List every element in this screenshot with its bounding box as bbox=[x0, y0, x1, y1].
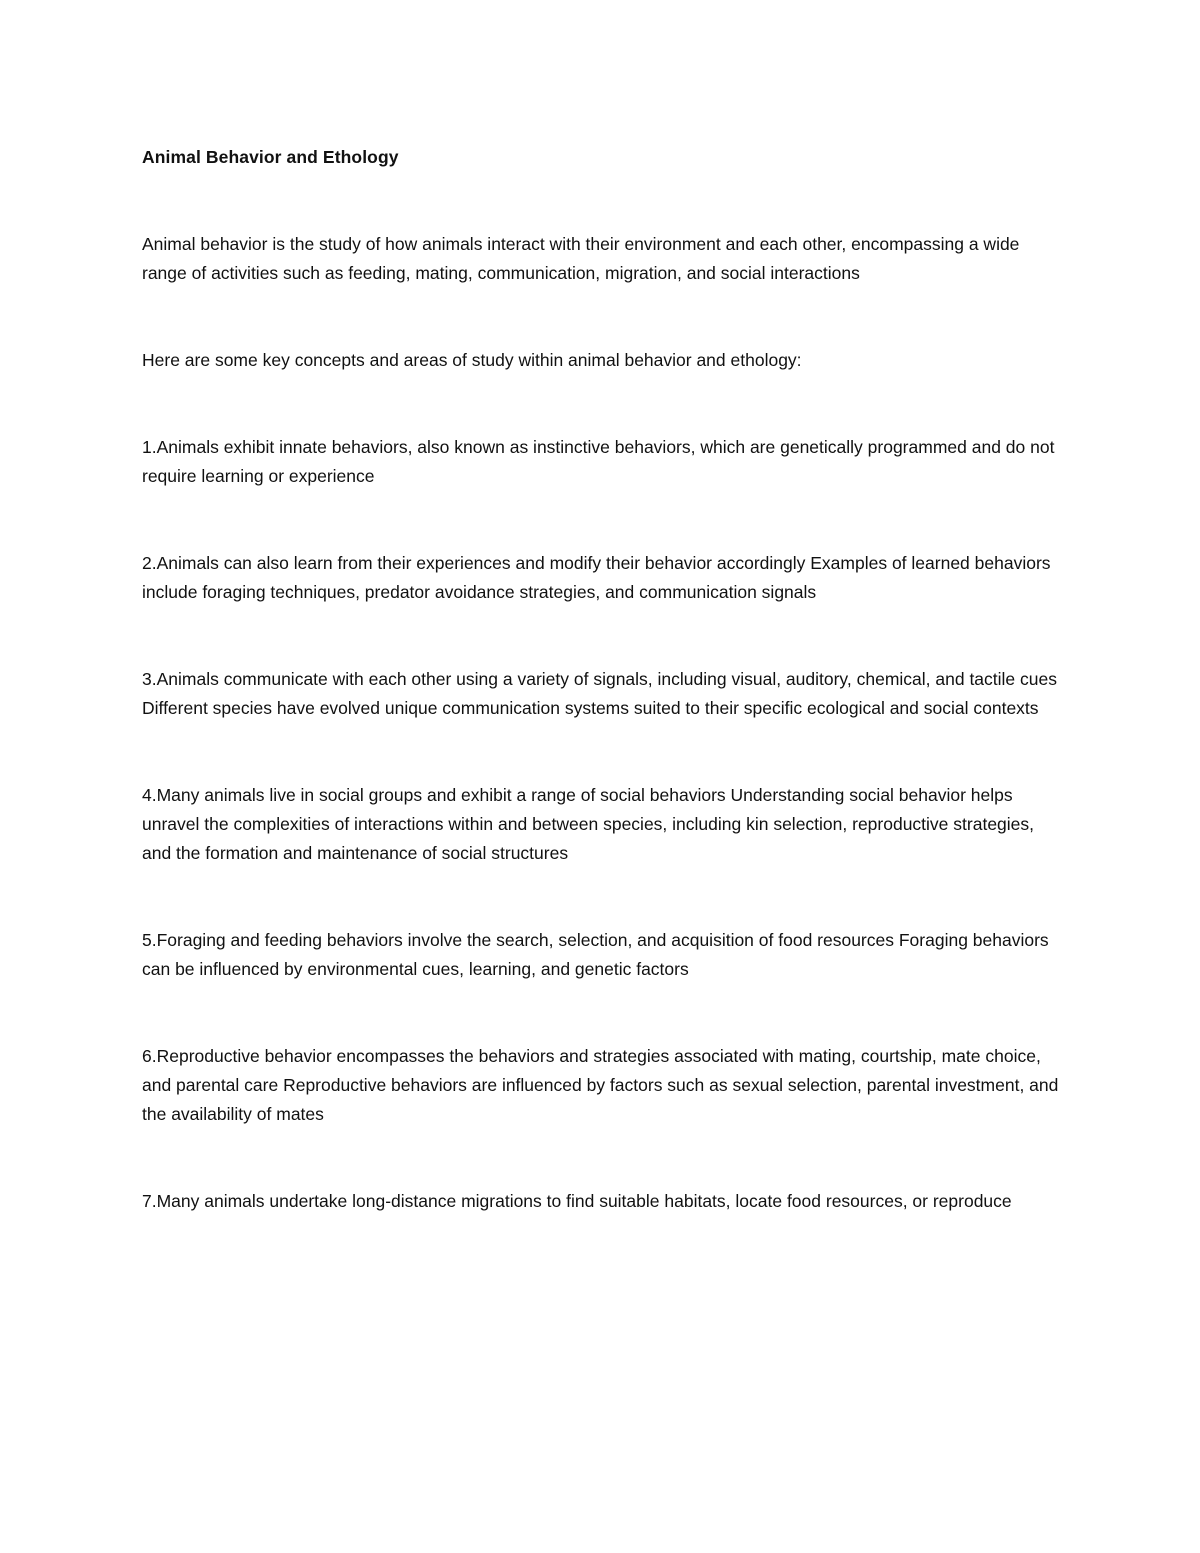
list-item-5: 5.Foraging and feeding behaviors involve the search, selection, and acquisition of food resources Foraging behaviors can be influenced by environmental cues, learning, and genetic factors bbox=[142, 930, 1049, 979]
list-item-3: 3.Animals communicate with each other using a variety of signals, including visual, auditory, chemical, and tactile cues Different species have evolved unique communication systems suited to their specific ecological and social contexts bbox=[142, 669, 1057, 718]
list-item-1: 1.Animals exhibit innate behaviors, also known as instinctive behaviors, which are genetically programmed and do not require learning or experience bbox=[142, 437, 1055, 486]
list-item-4: 4.Many animals live in social groups and exhibit a range of social behaviors Understanding social behavior helps unravel the complexities of interactions within and between species, including kin selection, reproductive strategies, and the formation and maintenance of social structures bbox=[142, 785, 1035, 863]
document-body bbox=[142, 143, 1062, 1216]
list-item-2: 2.Animals can also learn from their experiences and modify their behavior accordingly Examples of learned behaviors include foraging techniques, predator avoidance strategies, and communication signals bbox=[142, 553, 1051, 602]
intro-paragraph: Animal behavior is the study of how animals interact with their environment and each other, encompassing a wide range of activities such as feeding, mating, communication, migration, and social interactions bbox=[142, 234, 1020, 283]
list-item-7: 7.Many animals undertake long-distance migrations to find suitable habitats, locate food resources, or reproduce bbox=[142, 1191, 1012, 1211]
lead-paragraph: Here are some key concepts and areas of study within animal behavior and ethology: bbox=[142, 350, 802, 370]
list-item-6: 6.Reproductive behavior encompasses the behaviors and strategies associated with mating, courtship, mate choice, and parental care Reproductive behaviors are influenced by factors such as sexual selection, parental investment, and the availability of mates bbox=[142, 1046, 1059, 1124]
document-title: Animal Behavior and Ethology bbox=[142, 147, 399, 167]
